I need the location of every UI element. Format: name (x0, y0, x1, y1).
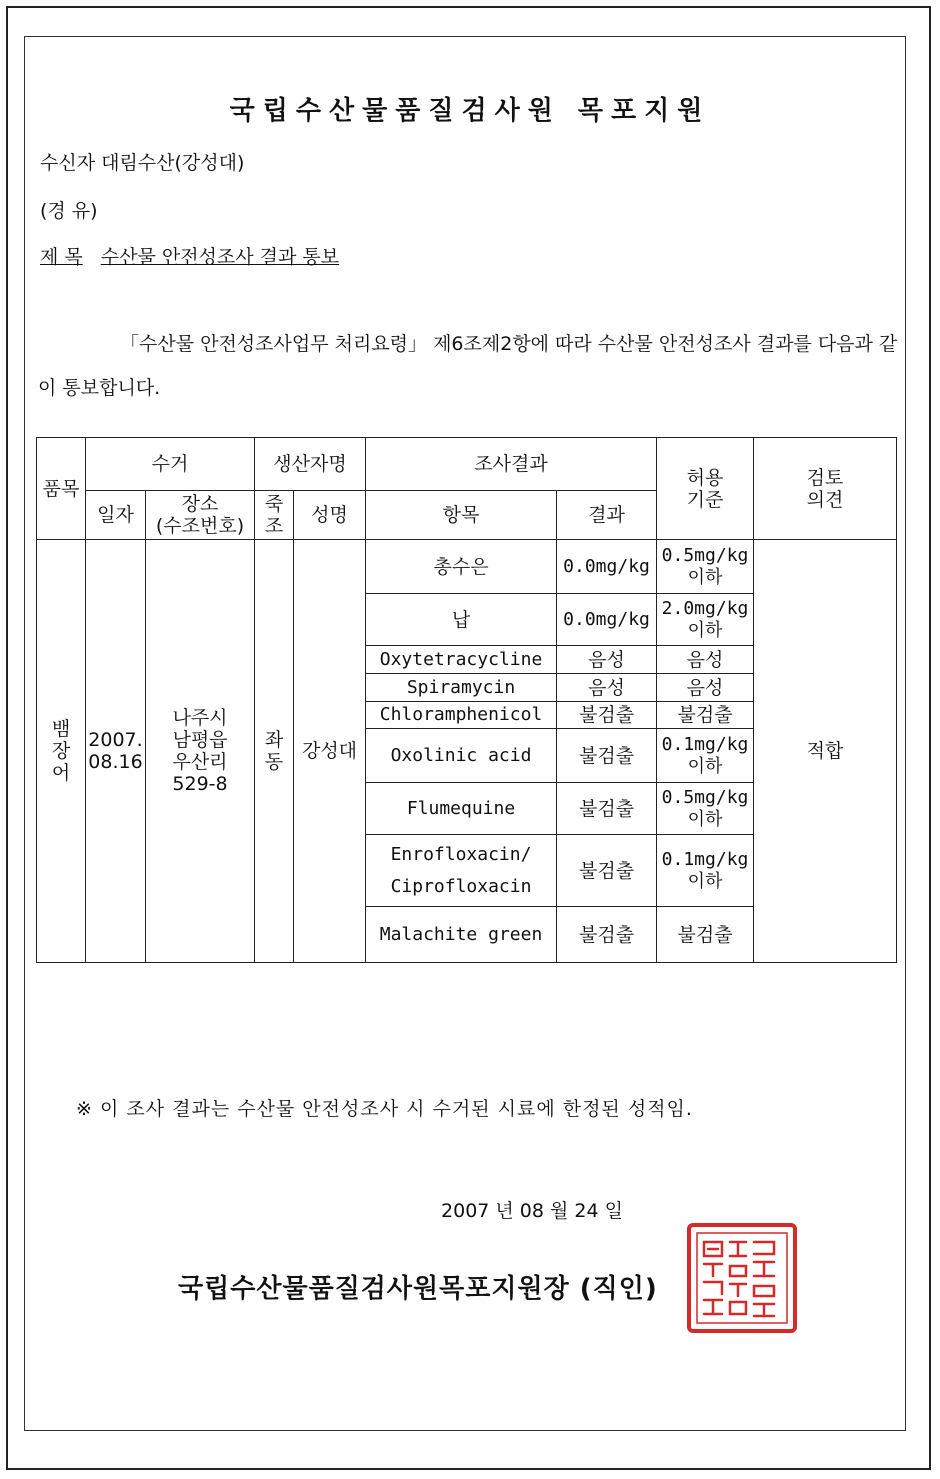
results-table (36, 437, 897, 963)
test-limit: 2.0mg/kg 이하 (657, 594, 754, 646)
document-title: 국립수산물품질검사원 목포지원 (229, 96, 711, 126)
review-opinion: 적합 (754, 540, 897, 963)
subject-text: 수산물 안전성조사 결과 통보 (100, 246, 340, 268)
sample-name: 강성대 (294, 540, 366, 963)
test-result: 0.0mg/kg (557, 540, 657, 594)
subject-label: 제 목 (40, 246, 83, 268)
test-limit: 불검출 (657, 907, 754, 963)
sample-date: 2007. 08.16 (86, 540, 146, 963)
header-place: 장소 (수조번호) (146, 491, 255, 540)
test-item: Enrofloxacin/ Ciprofloxacin (366, 835, 557, 907)
sample-pond: 좌 동 (255, 540, 294, 963)
test-item: Oxolinic acid (366, 729, 557, 783)
header-row-1 (37, 438, 897, 491)
header-item: 품목 (37, 438, 86, 540)
test-result: 음성 (557, 646, 657, 674)
test-result: 불검출 (557, 729, 657, 783)
body-paragraph (38, 322, 898, 410)
test-item: Flumequine (366, 783, 557, 835)
header-limit: 허용 기준 (657, 438, 754, 540)
header-test-result: 결과 (557, 491, 657, 540)
official-seal-stamp (686, 1222, 798, 1334)
recipient-line: 수신자 대림수산(강성대) (40, 152, 245, 174)
test-limit: 불검출 (657, 702, 754, 729)
test-item: Oxytetracycline (366, 646, 557, 674)
test-item: Spiramycin (366, 674, 557, 702)
test-item: 납 (366, 594, 557, 646)
test-item: 총수은 (366, 540, 557, 594)
issue-date: 2007 년 08 월 24 일 (441, 1200, 623, 1222)
test-limit: 0.5mg/kg 이하 (657, 540, 754, 594)
sample-place: 나주시 남평읍 우산리 529-8 (146, 540, 255, 963)
test-limit: 0.1mg/kg 이하 (657, 835, 754, 907)
issuer-signature: 국립수산물품질검사원목포지원장 (직인) (178, 1274, 658, 1304)
test-result: 불검출 (557, 702, 657, 729)
test-item: Chloramphenicol (366, 702, 557, 729)
seal-lettering (704, 1242, 774, 1316)
test-result: 불검출 (557, 907, 657, 963)
header-collection: 수거 (86, 438, 255, 491)
test-result: 0.0mg/kg (557, 594, 657, 646)
header-date: 일자 (86, 491, 146, 540)
body-text: 「수산물 안전성조사업무 처리요령」 제6조제2항에 따라 수산물 안전성조사 결과를 다음과 같이 통보합니다. (38, 333, 898, 399)
via-line: (경 유) (40, 200, 98, 222)
footnote: ※ 이 조사 결과는 수산물 안전성조사 시 수거된 시료에 한정된 성적임. (76, 1098, 693, 1120)
test-result: 불검출 (557, 783, 657, 835)
test-result: 음성 (557, 674, 657, 702)
test-item: Malachite green (366, 907, 557, 963)
subject-line (40, 242, 339, 269)
table-row (37, 540, 897, 594)
test-limit: 음성 (657, 646, 754, 674)
header-name: 성명 (294, 491, 366, 540)
header-test-item: 항목 (366, 491, 557, 540)
header-review: 검토 의견 (754, 438, 897, 540)
header-results: 조사결과 (366, 438, 657, 491)
header-producer: 생산자명 (255, 438, 366, 491)
sample-item: 뱀 장 어 (37, 540, 86, 963)
test-limit: 음성 (657, 674, 754, 702)
header-pond: 죽 조 (255, 491, 294, 540)
test-limit: 0.1mg/kg 이하 (657, 729, 754, 783)
test-limit: 0.5mg/kg 이하 (657, 783, 754, 835)
test-result: 불검출 (557, 835, 657, 907)
